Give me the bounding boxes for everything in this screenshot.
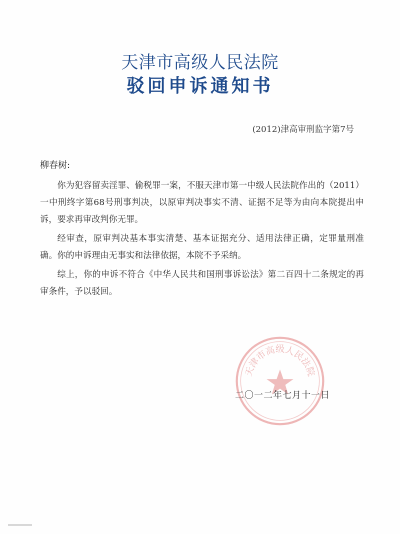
notice-body	[40, 178, 364, 303]
recipient-name: 柳春树:	[40, 161, 71, 171]
body-paragraph-2: 经审查，原审判决基本事实清楚、基本证据充分、适用法律正确，定罪量刑准确。你的申诉理由无事实和法律依据，本院不予采纳。	[40, 234, 364, 261]
seal-text: 天津市高级人民法院	[244, 345, 316, 378]
body-paragraph-1: 你为犯容留卖淫罪、偷税罪一案，不服天津市第一中级人民法院作出的（2011）一中刑终字第68号刑事判决，以原审判决事实不清、证据不足等为由向本院提出申诉，要求再审改判你无罪。	[40, 181, 364, 225]
issue-date: 二〇一二年七月十一日	[234, 391, 330, 401]
court-name: 天津市高级人民法院	[121, 53, 279, 73]
body-paragraph-3: 综上，你的申诉不符合《中华人民共和国刑事诉讼法》第二百四十二条规定的再审条件，予以驳回。	[40, 270, 364, 297]
page-corner-mark	[8, 524, 32, 526]
case-number: (2012)津高审刑监字第7号	[252, 125, 354, 135]
court-seal-icon	[232, 333, 328, 429]
document-title: 驳回申诉通知书	[126, 76, 274, 97]
